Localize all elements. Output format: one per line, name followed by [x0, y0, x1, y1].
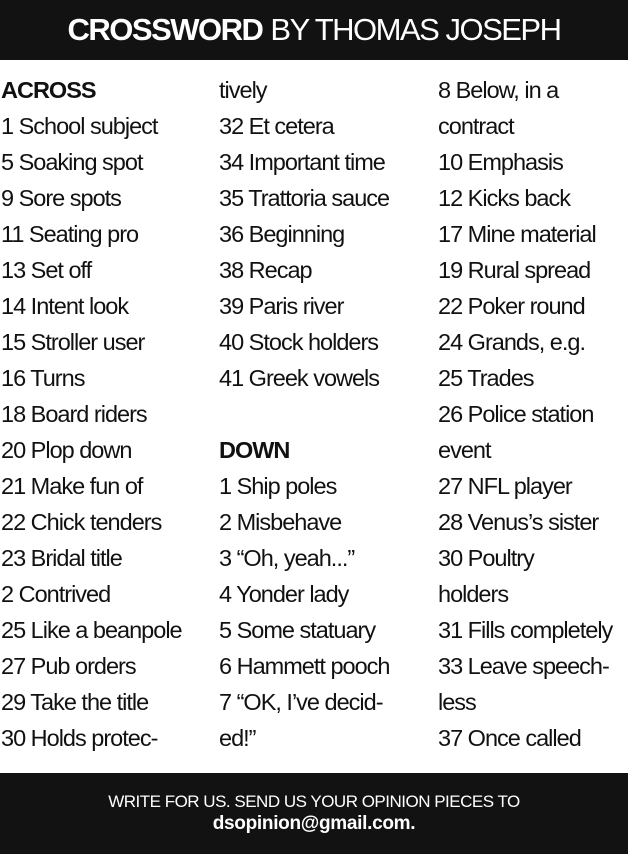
clue-line: 31 Fills completely — [438, 617, 613, 643]
clue-column-3 — [438, 72, 612, 756]
clue-line: 13 Set off — [1, 257, 92, 283]
clue-line: 19 Rural spread — [438, 257, 591, 283]
clue-line: 7 “OK, I’ve decid- — [219, 689, 383, 715]
clue-line: 33 Leave speech- — [438, 653, 609, 679]
clue-line: 25 Like a beanpole — [1, 617, 182, 643]
footer-callout: WRITE FOR US. SEND US YOUR OPINION PIECES TO — [108, 792, 520, 811]
clue-line: 27 NFL player — [438, 473, 572, 499]
clue-line: 14 Intent look — [1, 293, 129, 319]
clue-line: 34 Important time — [219, 149, 385, 175]
clue-line: 39 Paris river — [219, 293, 344, 319]
header-title: CROSSWORD — [67, 12, 263, 47]
clue-line: event — [438, 437, 491, 463]
clue-line: 22 Chick tenders — [1, 509, 162, 535]
clue-line: 5 Some statuary — [219, 617, 376, 643]
clue-columns — [0, 72, 628, 762]
clue-line: 1 School subject — [1, 113, 158, 139]
clue-line: 30 Holds protec- — [1, 725, 158, 751]
clue-line: 6 Hammett pooch — [219, 653, 390, 679]
clue-line: 15 Stroller user — [1, 329, 145, 355]
clue-line: 12 Kicks back — [438, 185, 570, 211]
spacer-line — [219, 396, 389, 432]
clue-line: 16 Turns — [1, 365, 85, 391]
clue-line: 32 Et cetera — [219, 113, 334, 139]
clue-line: 10 Emphasis — [438, 149, 563, 175]
section-heading: ACROSS — [1, 77, 96, 103]
clue-column-1 — [1, 72, 182, 756]
clue-line: 30 Poultry — [438, 545, 534, 571]
clue-line: 11 Seating pro — [1, 221, 139, 247]
clue-line: 5 Soaking spot — [1, 149, 143, 175]
clue-line: 23 Bridal title — [1, 545, 122, 571]
clue-line: 37 Once called — [438, 725, 581, 751]
clue-line: 41 Greek vowels — [219, 365, 380, 391]
clue-line: 26 Police station — [438, 401, 594, 427]
clue-line: 2 Misbehave — [219, 509, 342, 535]
clue-line: 20 Plop down — [1, 437, 132, 463]
clue-line: holders — [438, 581, 509, 607]
clue-line: 35 Trattoria sauce — [219, 185, 390, 211]
clue-line: 8 Below, in a — [438, 77, 559, 103]
clue-line: 22 Poker round — [438, 293, 585, 319]
clue-line: tively — [219, 77, 267, 103]
clue-line: 3 “Oh, yeah...” — [219, 545, 355, 571]
clue-line: 28 Venus’s sister — [438, 509, 599, 535]
footer-email[interactable]: dsopinion@gmail.com. — [212, 813, 416, 834]
clue-line: 1 Ship poles — [219, 473, 337, 499]
clue-line: 9 Sore spots — [1, 185, 121, 211]
clue-line: 27 Pub orders — [1, 653, 136, 679]
footer-banner — [0, 773, 628, 854]
clue-line: ed!” — [219, 725, 256, 751]
clue-line: 2 Contrived — [1, 581, 111, 607]
clue-line: 25 Trades — [438, 365, 534, 391]
header-byline: BY THOMAS JOSEPH — [270, 12, 561, 47]
clue-line: 29 Take the title — [1, 689, 149, 715]
clue-line: 18 Board riders — [1, 401, 147, 427]
clue-line: 17 Mine material — [438, 221, 596, 247]
clue-line: 4 Yonder lady — [219, 581, 349, 607]
clue-line: 36 Beginning — [219, 221, 345, 247]
section-heading: DOWN — [219, 437, 290, 463]
clue-line: 24 Grands, e.g. — [438, 329, 585, 355]
clue-line: contract — [438, 113, 514, 139]
clue-line: 38 Recap — [219, 257, 312, 283]
clue-column-2 — [219, 72, 389, 756]
crossword-header — [0, 0, 628, 60]
clue-line: 40 Stock holders — [219, 329, 379, 355]
clue-line: less — [438, 689, 476, 715]
clue-line: 21 Make fun of — [1, 473, 143, 499]
